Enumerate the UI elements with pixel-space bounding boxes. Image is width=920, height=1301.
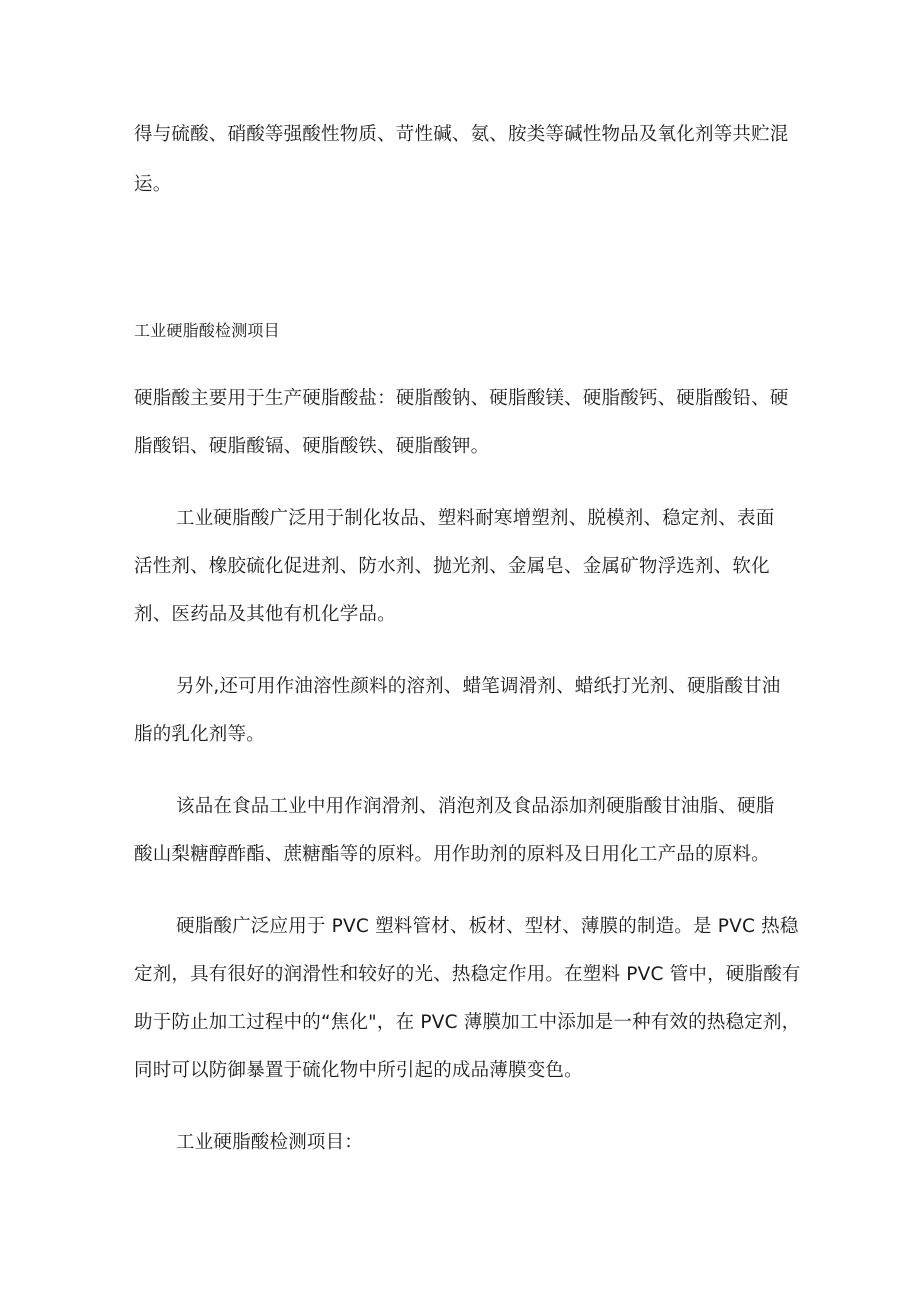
- paragraph-line: 同时可以防御暴置于硫化物中所引起的成品薄膜变色。: [134, 1060, 583, 1081]
- paragraph-line: 该品在食品工业中用作润滑剂、消泡剂及食品添加剂硬脂酸甘油脂、硬脂: [176, 796, 775, 817]
- paragraph-line: 得与硫酸、硝酸等强酸性物质、苛性碱、氨、胺类等碱性物品及氧化剂等共贮混: [134, 124, 789, 145]
- paragraph-line: 剂、医药品及其他有机化学品。: [134, 604, 396, 625]
- paragraph-line: 活性剂、橡胶硫化促进剂、防水剂、抛光剂、金属皂、金属矿物浮选剂、软化: [134, 556, 770, 577]
- paragraph-line: 硬脂酸主要用于生产硬脂酸盐：硬脂酸钠、硬脂酸镁、硬脂酸钙、硬脂酸铅、硬: [134, 388, 789, 409]
- paragraph-line: 另外,还可用作油溶性颜料的溶剂、蜡笔调滑剂、蜡纸打光剂、硬脂酸甘油: [176, 676, 781, 697]
- section-heading: 工业硬脂酸检测项目：: [176, 1132, 364, 1153]
- paragraph-line: 硬脂酸广泛应用于 PVC 塑料管材、板材、型材、薄膜的制造。是 PVC 热稳: [176, 916, 799, 937]
- paragraph-line: 工业硬脂酸广泛用于制化妆品、塑料耐寒增塑剂、脱模剂、稳定剂、表面: [176, 508, 775, 529]
- section-heading: 工业硬脂酸检测项目: [134, 321, 280, 340]
- paragraph-line: 脂酸铝、硬脂酸镉、硬脂酸铁、硬脂酸钾。: [134, 436, 490, 457]
- paragraph-line: 酸山梨糖醇酢酯、蔗糖酯等的原料。用作助剂的原料及日用化工产品的原料。: [134, 844, 770, 865]
- paragraph-line: 脂的乳化剂等。: [134, 724, 265, 745]
- paragraph-line: 运。: [134, 174, 172, 195]
- paragraph-line: 助于防止加工过程中的“焦化"，在 PVC 薄膜加工中添加是一种有效的热稳定剂，: [134, 1012, 801, 1033]
- paragraph-line: 定剂，具有很好的润滑性和较好的光、热稳定作用。在塑料 PVC 管中，硬脂酸有: [134, 964, 801, 985]
